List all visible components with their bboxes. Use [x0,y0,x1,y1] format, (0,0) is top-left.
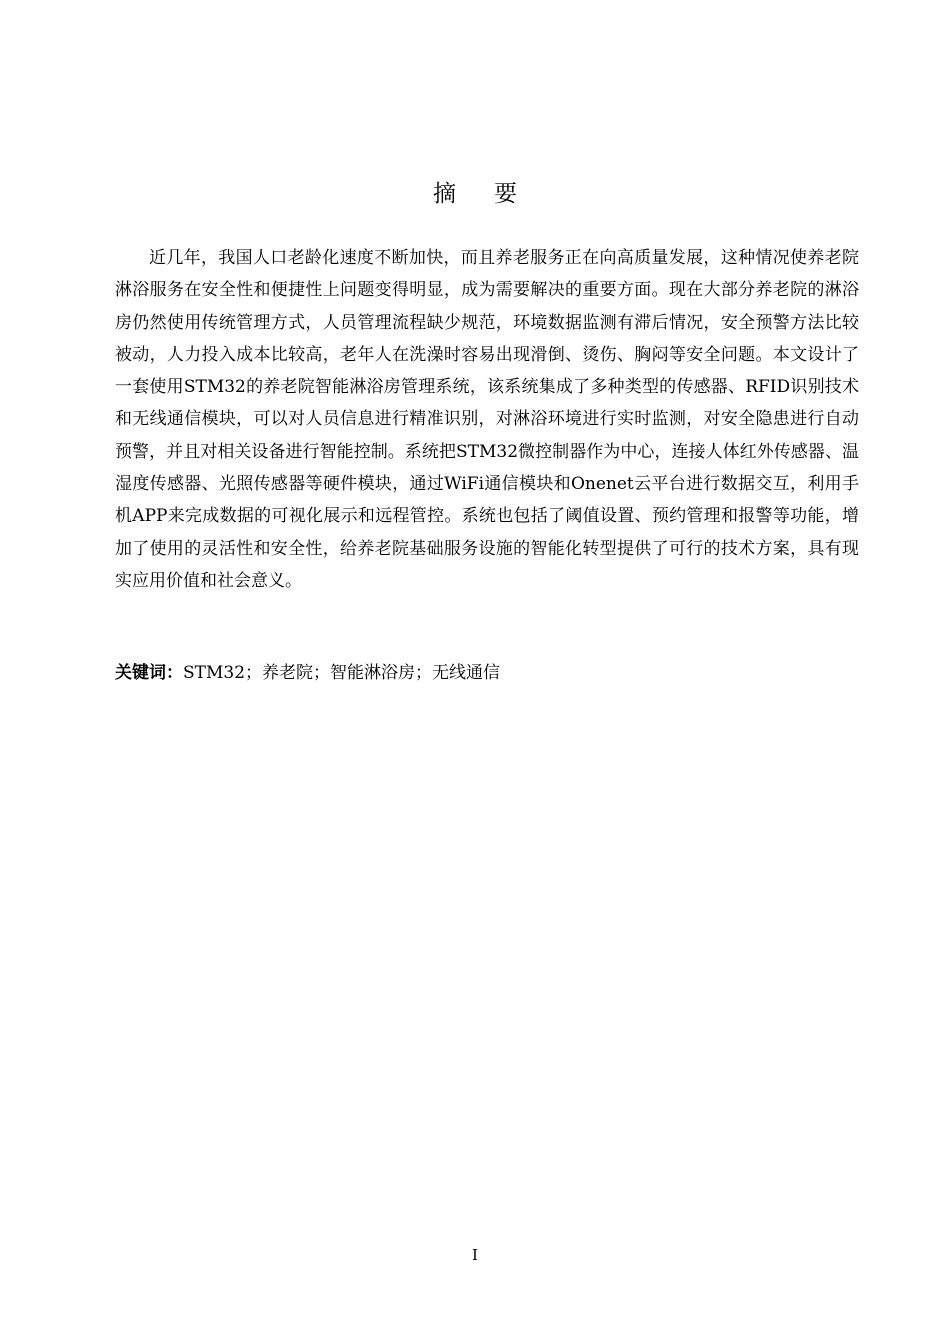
title-char-second: 要 [494,181,517,207]
keywords-label: 关键词： [115,663,183,683]
abstract-paragraph: 近几年，我国人口老龄化速度不断加快，而且养老服务正在向高质量发展，这种情况使养老院淋浴服务在安全性和便捷性上问题变得明显，成为需要解决的重要方面。现在大部分养老院的淋浴房仍然使用传统管理方式，人员管理流程缺少规范，环境数据监测有滞后情况，安全预警方法比较被动，人力投入成本比较高，老年人在洗澡时容易出现滑倒、烫伤、胸闷等安全问题。本文设计了一套使用STM32的养老院智能淋浴房管理系统，该系统集成了多种类型的传感器、RFID识别技术和无线通信模块，可以对人员信息进行精准识别，对淋浴环境进行实时监测，对安全隐患进行自动预警，并且对相关设备进行智能控制。系统把STM32微控制器作为中心，连接人体红外传感器、温湿度传感器、光照传感器等硬件模块，通过WiFi通信模块和Onenet云平台进行数据交互，利用手机APP来完成数据的可视化展示和远程管控。系统也包括了阈值设置、预约管理和报警等功能，增加了使用的灵活性和安全性，给养老院基础服务设施的智能化转型提供了可行的技术方案，具有现实应用价值和社会意义。 [115,248,859,591]
page-number: I [472,1246,478,1264]
page-title [0,178,950,210]
title-char-first: 摘 [433,181,456,207]
keywords-value: STM32；养老院；智能淋浴房；无线通信 [183,663,501,683]
keywords-line [115,657,859,689]
